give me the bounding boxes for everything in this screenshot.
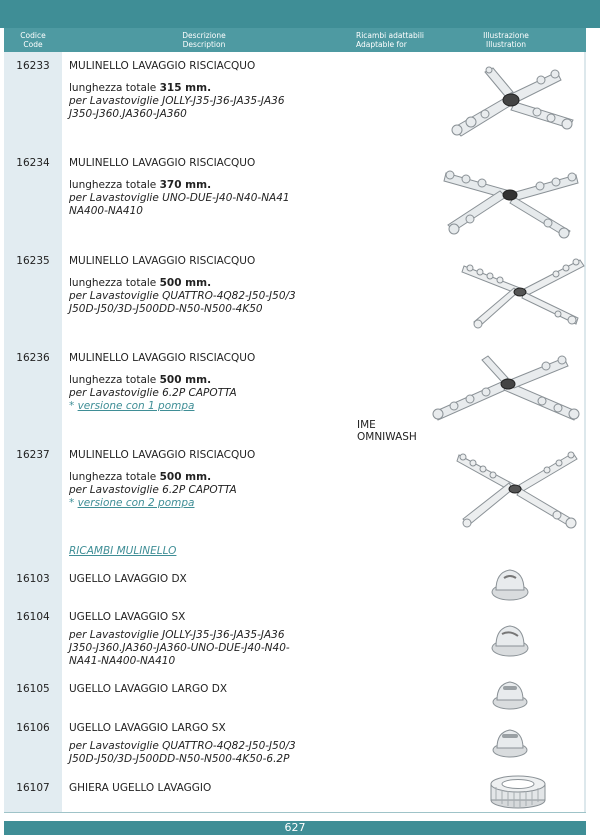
length-label: lunghezza totale <box>69 82 160 94</box>
item-compat: J350-J360.JA360-JA360-UNO-DUE-J40-N40- <box>69 642 290 654</box>
header-adaptable <box>356 31 436 49</box>
item-length <box>69 277 359 290</box>
item-description <box>69 683 359 696</box>
note-star: * <box>69 497 78 509</box>
item-code: 16237 <box>16 449 50 461</box>
item-code: 16235 <box>16 255 50 267</box>
page-number: 627 <box>284 821 306 834</box>
item-description <box>69 611 359 668</box>
header-code-it: Codice <box>20 31 46 40</box>
item-title: MULINELLO LAVAGGIO RISCIACQUO <box>69 449 256 461</box>
item-compat: per Lavastoviglie QUATTRO-4Q82-J50-J50/3 <box>69 740 296 752</box>
header-illus-en: Illustration <box>485 40 527 49</box>
header-adapt-it: Ricambi adattabili <box>356 31 424 40</box>
wash-arm-illustration <box>445 62 580 142</box>
item-title: MULINELLO LAVAGGIO RISCIACQUO <box>69 157 256 169</box>
item-title: UGELLO LAVAGGIO LARGO SX <box>69 722 226 734</box>
item-description <box>69 573 359 586</box>
item-description <box>69 157 359 218</box>
header-illustration <box>466 31 546 49</box>
item-length <box>69 82 359 95</box>
adaptable-model: OMNIWASH <box>357 431 417 443</box>
length-label: lunghezza totale <box>69 179 160 191</box>
length-value: 500 mm. <box>159 374 212 386</box>
item-code: 16106 <box>16 722 50 734</box>
item-title: MULINELLO LAVAGGIO RISCIACQUO <box>69 60 256 72</box>
item-code: 16234 <box>16 157 50 169</box>
header-code-en: Code <box>23 40 43 49</box>
length-value: 315 mm. <box>159 82 212 94</box>
length-value: 500 mm. <box>159 471 212 483</box>
version-link[interactable]: versione con 2 pompa <box>77 497 195 509</box>
version-note <box>69 400 359 413</box>
item-description <box>69 722 359 766</box>
item-description <box>69 60 359 121</box>
item-description <box>69 255 359 316</box>
item-code: 16233 <box>16 60 50 72</box>
item-code: 16105 <box>16 683 50 695</box>
item-compat: per Lavastoviglie 6.2P CAPOTTA <box>69 387 237 399</box>
header-code <box>4 31 62 49</box>
item-length <box>69 374 359 387</box>
item-compat: J50D-J50/3D-J500DD-N50-N500-4K50 <box>69 303 263 315</box>
item-title: UGELLO LAVAGGIO SX <box>69 611 186 623</box>
nozzle-illustration <box>490 622 530 658</box>
item-title: UGELLO LAVAGGIO DX <box>69 573 187 585</box>
item-title: UGELLO LAVAGGIO LARGO DX <box>69 683 228 695</box>
table-header <box>4 28 586 52</box>
ring-nut-illustration <box>488 772 548 810</box>
item-title: MULINELLO LAVAGGIO RISCIACQUO <box>69 352 256 364</box>
item-compat: per Lavastoviglie 6.2P CAPOTTA <box>69 484 237 496</box>
length-value: 370 mm. <box>159 179 212 191</box>
footer-bar <box>4 821 586 835</box>
item-description <box>69 352 359 413</box>
adaptable-for <box>357 419 417 443</box>
item-title: MULINELLO LAVAGGIO RISCIACQUO <box>69 255 256 267</box>
nozzle-illustration <box>490 676 530 712</box>
nozzle-illustration <box>490 566 530 602</box>
item-compat: J50D-J50/3D-J500DD-N50-N500-4K50-6.2P <box>69 753 290 765</box>
header-illus-it: Illustrazione <box>483 31 529 40</box>
version-note <box>69 497 359 510</box>
header-description <box>114 31 294 49</box>
item-code: 16236 <box>16 352 50 364</box>
header-desc-en: Description <box>182 40 226 49</box>
item-compat: per Lavastoviglie QUATTRO-4Q82-J50-J50/3 <box>69 290 296 302</box>
length-value: 500 mm. <box>159 277 212 289</box>
item-compat: per Lavastoviglie UNO-DUE-J40-N40-NA41 <box>69 192 290 204</box>
top-bar <box>0 0 600 28</box>
item-description <box>69 782 359 795</box>
item-title: GHIERA UGELLO LAVAGGIO <box>69 782 212 794</box>
adaptable-brand: IME <box>357 419 376 431</box>
header-adapt-en: Adaptable for <box>356 40 407 49</box>
footer-divider <box>4 812 586 813</box>
header-desc-it: Descrizione <box>182 31 226 40</box>
item-code: 16103 <box>16 573 50 585</box>
item-compat: NA41-NA400-NA410 <box>69 655 176 667</box>
wash-arm-illustration <box>428 352 586 426</box>
wash-arm-illustration <box>440 155 582 241</box>
wash-arm-illustration <box>455 445 580 533</box>
item-compat: NA400-NA410 <box>69 205 143 217</box>
length-label: lunghezza totale <box>69 471 160 483</box>
wash-arm-illustration <box>460 252 585 332</box>
nozzle-illustration <box>490 724 530 760</box>
right-border <box>584 52 586 812</box>
item-code: 16104 <box>16 611 50 623</box>
section-link-ricambi[interactable]: RICAMBI MULINELLO <box>69 545 177 557</box>
length-label: lunghezza totale <box>69 374 160 386</box>
item-compat: per Lavastoviglie JOLLY-J35-J36-JA35-JA36 <box>69 95 285 107</box>
item-code: 16107 <box>16 782 50 794</box>
length-label: lunghezza totale <box>69 277 160 289</box>
item-length <box>69 179 359 192</box>
item-description <box>69 449 359 510</box>
version-link[interactable]: versione con 1 pompa <box>77 400 195 412</box>
item-compat: J350-J360.JA360-JA360 <box>69 108 187 120</box>
item-compat: per Lavastoviglie JOLLY-J35-J36-JA35-JA36 <box>69 629 285 641</box>
item-length <box>69 471 359 484</box>
note-star: * <box>69 400 78 412</box>
